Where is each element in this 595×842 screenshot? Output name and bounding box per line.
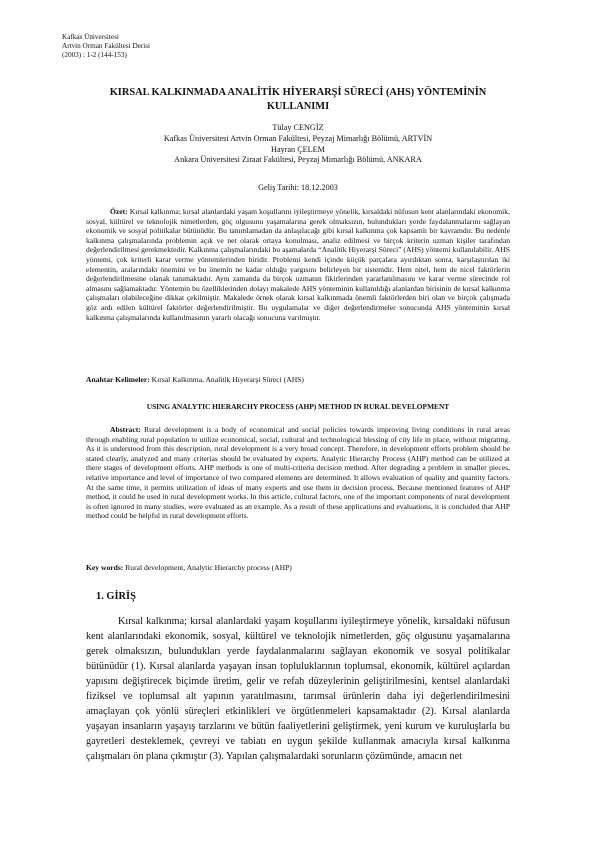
turkish-abstract-text: Kırsal kalkınma; kırsal alanlardaki yaşam koşullarını iyileştirmeye yönelik, kırsaldaki nüfusun kent alanlarındaki ekonomik, sosyal, kültürel ve teknolojik nimetlerden, göç olgusunu yaşamalarına gerek olmaksızın, bulundukları yerde faydalanmalarını sağlayan ekonomik ve sosyal politikalar bütünüdür. Bu tanımlamadan da anlaşılacağı gibi kırsal kalkınma çok kapsamlı bir kavramdır. Bu nedenle kalkınma çalışmalarında problemin açık ve net olarak ortaya konulması, analiz edilmesi ve birçok kriterin uzman kişiler tarafından değerlendirilmesi gerekmektedir. Kalkınma çalışmalarındaki bu aşamalarda “Analitik Hiyerarşi Süreci” (AHS) yöntemi kullanılabilir. AHS yöntemi, çok kriterli karar verme yöntemlerinden biridir. Problemi kendi içinde küçük parçalara ayırdıktan sonra, karşılaştırılan iki elementin, aralarındaki önemini ve bu önemin ne kadar olduğu yargısını belirleyen bir sistemdir. Hem nitel, hem de nicel faktörlerin değerlendirilmesine olanak tanımaktadır. Aynı zamanda da birçok uzmanın fikirlerinden yararlanılmasını ve karar verme sürecinde rol almasını sağlamaktadır. Yöntemin bu özelliklerinden dolayı makalede AHS yönteminin kullanıldığı alanlardan birisinin de kırsal kalkınma çalışmaları olabileceğine dikkat çekilmiştir. Makalede örnek olarak kırsal kalkınmada önemli faktörlerden biri olan ve birçok çalışmada göz ardı edilen kültürel faktörler değerlendirilmiştir. Bu uygulamalar ve diğer değerlendirmeler sonucunda AHS yönteminin kırsal kalkınma çalışmalarında kullanılmasının yararlı olacağı sonucuna varılmıştır. — [86, 207, 510, 322]
paper-title-line-2: KULLANIMI — [266, 100, 330, 112]
author-block — [62, 123, 534, 166]
author-1-name: Tülay CENGİZ — [272, 123, 324, 132]
turkish-abstract — [86, 207, 510, 322]
english-keywords-label: Key words: — [86, 563, 124, 572]
turkish-abstract-label: Özet: — [110, 207, 128, 216]
journal-volume: (2003) : 1-2 (144-153) — [62, 51, 127, 59]
turkish-keywords-label: Anahtar Kelimeler: — [86, 375, 150, 384]
english-keywords-text: Rural development, Analytic Hierarchy process (AHP) — [123, 563, 292, 572]
introduction-paragraph: Kırsal kalkınma; kırsal alanlardaki yaşam koşullarını iyileştirmeye yönelik, kırsaldaki nüfusun kent alanlarındaki ekonomik, sosyal, kültürel ve teknolojik nimetlerden, göç olgusunu yaşamalarına gerek olmaksızın, bulundukları yerde faydalanmalarını sağlayan ekonomik ve sosyal politikalar bütünüdür (1). Kırsal alanlarda yaşayan insan topluluklarının toplumsal, ekonomik, kültürel açılardan yapısını değiştirecek biçimde üretim, gelir ve refah düzeylerinin geliştirilmesini, kentsel alanlardaki fiziksel ve toplumsal alt yapının yaratılmasını, tarımsal ürünlerin daha iyi değerlendirilmesini amaçlayan çok yönlü süreçleri etkinlikleri ve örgütlenmeleri kapsamaktadır (2). Kırsal alanlarda yaşayan insanların yaşayış tarzlarını ve bütün faaliyetlerini geliştirmek, yeni kurum ve kuruluşlarla bu gayretleri desteklemek, çevreyi ve tabiatı en uygun şekilde kullanmak amacıyla kırsal kalkınma çalışmaları ön plana çıkmıştır (3). Yapılan çalışmalardaki sorunların çözümünde, amacın net — [86, 616, 510, 762]
english-keywords — [86, 563, 292, 573]
english-abstract-text: Rural development is a body of economical and social policies towards improving living conditions in rural areas through enabling rural population to utilize economical, social, cultural and technological blessing of city life in place, without migrating. As it is understood from this description, rural development is a very broad concept. Therefore, in development efforts problem should be stated clearly, analyzed and many criterias should be evaluated by experts. Analytic Hierarchy Process (AHP) method can be utilized at there stages of development efforts. AHP methods is one of multi-criteria decision method. After degrading a problem in smaller pieces, relative importance and level of importance of two compared elements are determined. It allows evaluation of quality and quantity factors. At the same time, it permits utilization of ideas of many experts and use them in decision process. Because mentioned features of AHP method, it could be used in rural development works. In this article, cultural factors, one of the important components of rural development is often ignored in many studies, were evaluated as an example. As a result of these applications and evaluations, it is concluded that AHP method could be helpful in rural development efforts. — [86, 425, 510, 521]
author-2-name: Hayran ÇELEM — [271, 144, 325, 154]
journal-faculty: Artvin Orman Fakültesi Derisi — [62, 42, 151, 50]
turkish-keywords-text: Kırsal Kalkınma, Analitik Hiyerarşi Süreci (AHS) — [149, 375, 304, 384]
english-title: USING ANALYTIC HIERARCHY PROCESS (AHP) METHOD IN RURAL DEVELOPMENT — [146, 402, 450, 411]
journal-university: Kafkas Üniversitesi — [62, 33, 119, 41]
english-abstract-label: Abstract: — [110, 425, 141, 434]
received-date: Geliş Tarihi: 18.12.2003 — [258, 183, 338, 192]
author-1-affiliation: Kafkas Üniversitesi Artvin Orman Fakültesi, Peyzaj Mimarlığı Bölümü, ARTVİN — [163, 133, 433, 143]
paper-title — [62, 86, 534, 113]
section-heading-introduction: 1. GİRİŞ — [96, 591, 136, 602]
author-2-affiliation: Ankara Üniversitesi Ziraat Fakültesi, Peyzaj Mimarlığı Bölümü, ANKARA — [174, 155, 422, 165]
turkish-keywords — [86, 375, 304, 385]
english-abstract — [86, 425, 510, 521]
paper-title-line-1: KIRSAL KALKINMADA ANALİTİK HİYERARŞİ SÜRECİ (AHS) YÖNTEMİNİN — [109, 87, 487, 98]
journal-header — [62, 33, 150, 60]
